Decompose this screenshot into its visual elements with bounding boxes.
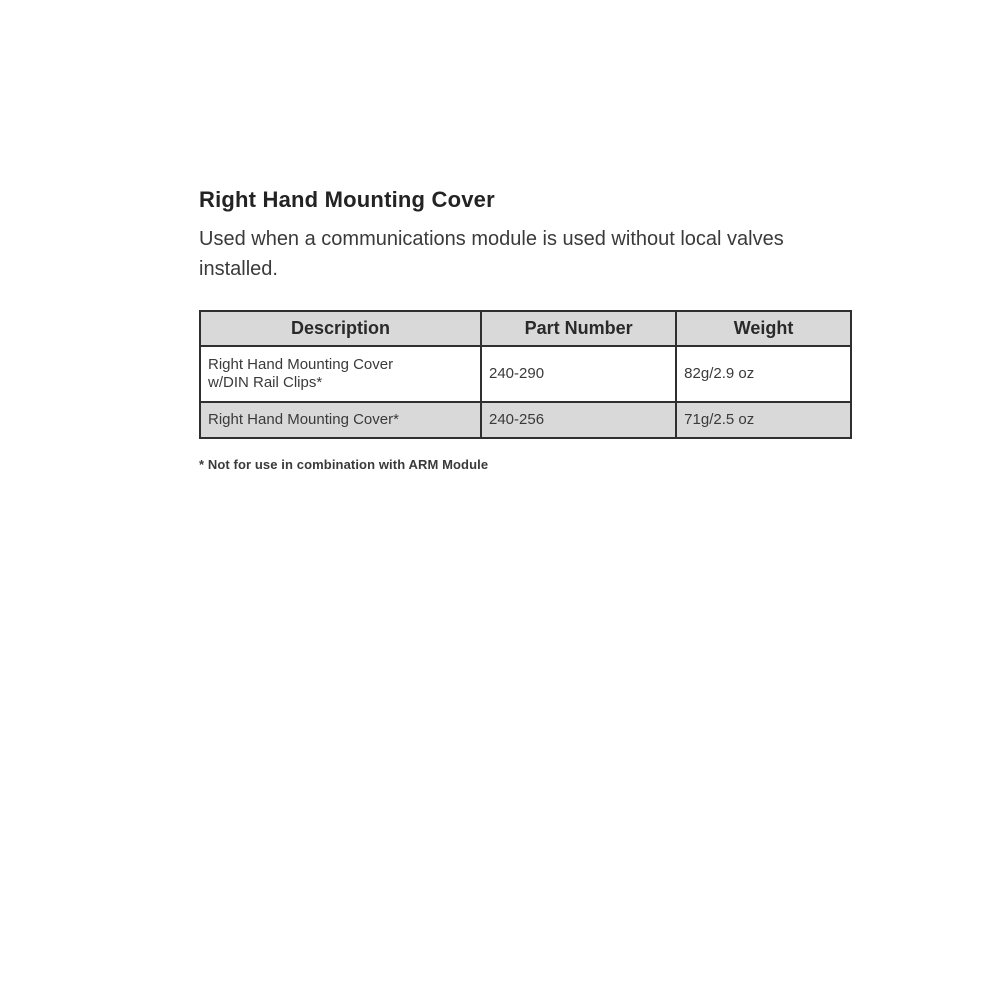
table-header-row — [200, 311, 851, 346]
table-row — [200, 402, 851, 438]
cell-weight: 71g/2.5 oz — [676, 402, 851, 438]
header-part-number: Part Number — [481, 311, 676, 346]
section-description: Used when a communications module is used without local valves installed. — [199, 228, 784, 280]
header-description: Description — [200, 311, 481, 346]
cell-description: Right Hand Mounting Cover* — [200, 402, 481, 438]
cell-part-number: 240-256 — [481, 402, 676, 438]
description-line: w/DIN Rail Clips* — [208, 374, 323, 391]
cell-weight: 82g/2.9 oz — [676, 346, 851, 402]
header-weight: Weight — [676, 311, 851, 346]
section-title: Right Hand Mounting Cover — [199, 187, 495, 212]
table-row — [200, 346, 851, 402]
cell-part-number: 240-290 — [481, 346, 676, 402]
description-line: Right Hand Mounting Cover — [208, 356, 394, 373]
product-section — [199, 186, 852, 472]
spec-table — [199, 310, 852, 439]
cell-description — [200, 346, 481, 402]
table-footnote: * Not for use in combination with ARM Module — [199, 457, 489, 472]
